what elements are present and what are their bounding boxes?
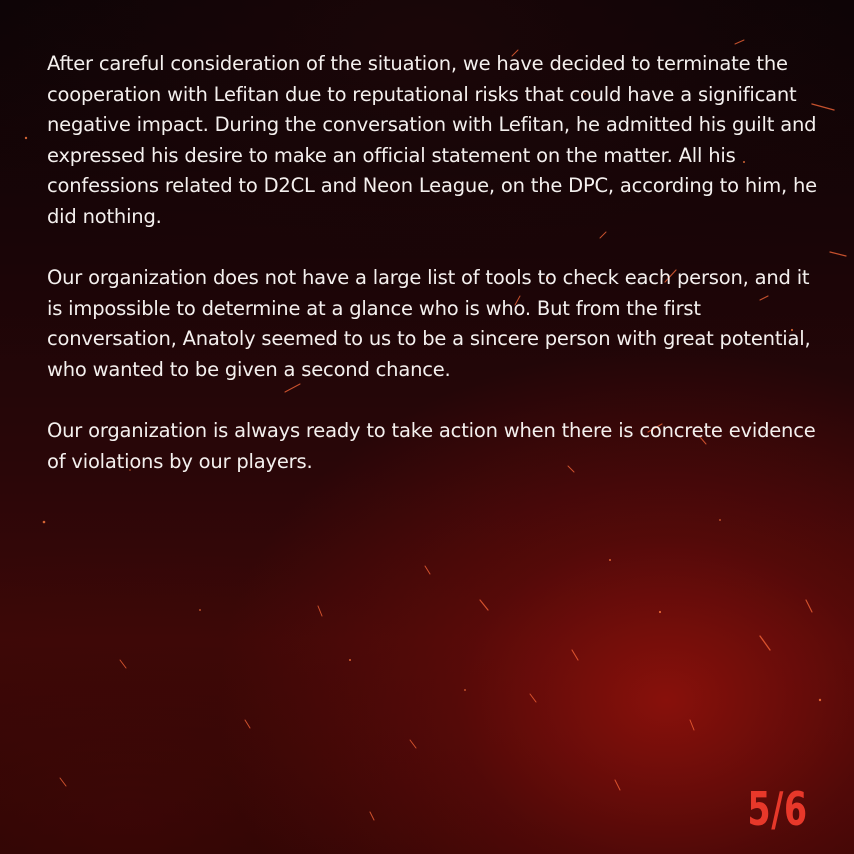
- statement-paragraph-1: After careful consideration of the situation, we have decided to terminate the cooperation with Lefitan due to reputational risks that could have a significant negative impact. During the conversation with Lefitan, he admitted his guilt and expressed his desire to make an official statement on the matter. All his confessions related to D2CL and Neon League, on the DPC, according to him, he did nothing.: [47, 52, 817, 228]
- page-indicator: 5/6: [747, 782, 808, 836]
- statement-text: [47, 49, 817, 508]
- statement-paragraph-3: Our organization is always ready to take action when there is concrete evidence of violations by our players.: [47, 419, 816, 473]
- statement-paragraph-2: Our organization does not have a large list of tools to check each person, and it is impossible to determine at a glance who is who. But from the first conversation, Anatoly seemed to us to be a sincere person with great potential, who wanted to be given a second chance.: [47, 266, 811, 381]
